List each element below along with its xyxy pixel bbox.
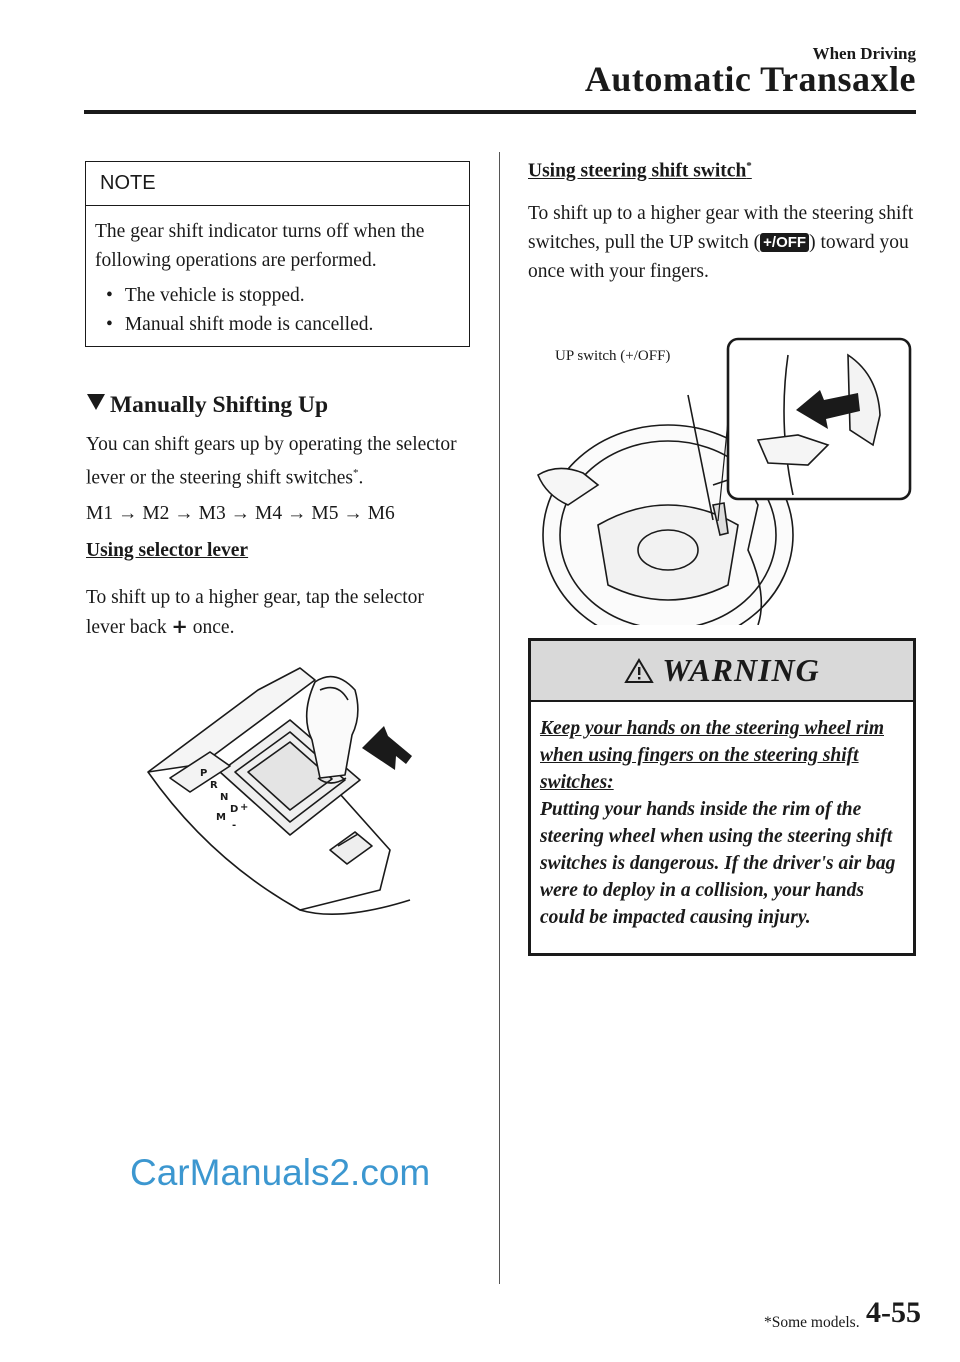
note-box <box>85 161 470 347</box>
note-text: The gear shift indicator turns off when the following operations are performed. <box>95 221 425 271</box>
warning-body <box>540 715 907 931</box>
heading-text: Manually Shifting Up <box>110 392 329 418</box>
warning-header <box>531 641 913 702</box>
shift-label-m: M <box>216 812 226 823</box>
selector-lever-paragraph <box>86 583 466 642</box>
intro-paragraph <box>86 430 466 493</box>
footnote: *Some models. <box>764 1314 860 1331</box>
page-number: 4-55 <box>866 1296 921 1329</box>
steering-footnote-mark: * <box>746 160 752 172</box>
note-bullet: • The vehicle is stopped. <box>106 281 373 310</box>
warning-text: Putting your hands inside the rim of the steering wheel when using the steering shift switches is dangerous. If the driver's air bag were to deploy in a collision, your hands could be impacted causing injury. <box>540 799 896 928</box>
page-title: Automatic Transaxle <box>584 59 916 99</box>
section-heading <box>87 392 328 419</box>
subheading-steering-switch-text: Using steering shift switch <box>528 160 747 182</box>
selector-text-end: once. <box>192 617 235 638</box>
arrow-icon <box>362 726 412 770</box>
steering-text-end: ) toward you once with your fingers. <box>528 232 909 282</box>
subheading-steering-switch <box>528 160 752 183</box>
plus-icon: + <box>171 615 188 638</box>
warning-triangle-icon <box>624 658 654 689</box>
warning-lead: Keep your hands on the steering wheel rim when using fingers on the steering shift switches: <box>540 718 884 793</box>
steering-text: To shift up to a higher gear with the steering shift switches, pull the UP switch ( <box>528 203 914 253</box>
up-switch-icon: +/OFF <box>760 233 809 252</box>
shift-label-r: R <box>210 780 218 791</box>
shift-label-plus: + <box>240 802 249 813</box>
intro-footnote-mark: * <box>352 467 359 479</box>
intro-text: You can shift gears up by operating the selector lever or the steering shift switches <box>86 434 457 489</box>
note-title: NOTE <box>100 172 156 194</box>
header-rule <box>84 110 916 114</box>
gear-sequence: M1 → M2 → M3 → M4 → M5 → M6 <box>86 503 395 524</box>
shift-label-minus: - <box>232 820 237 831</box>
shift-label-n: N <box>220 792 229 803</box>
watermark: CarManuals2.com <box>130 1152 431 1193</box>
selector-text: To shift up to a higher gear, tap the selector lever back <box>86 587 424 638</box>
section-label: When Driving <box>812 44 916 63</box>
note-divider <box>86 205 469 206</box>
subheading-selector-lever: Using selector lever <box>86 540 249 561</box>
column-divider <box>499 152 500 1284</box>
heading-triangle-icon <box>87 394 105 410</box>
shift-label-d: D <box>230 804 239 815</box>
note-bullet: • Manual shift mode is cancelled. <box>106 310 373 339</box>
steering-switch-paragraph <box>528 199 918 286</box>
intro-period: . <box>358 467 364 489</box>
warning-title: WARNING <box>662 652 820 688</box>
figure-label: UP switch (+/OFF) <box>555 348 671 364</box>
note-bullet-list <box>106 281 373 339</box>
warning-box <box>528 638 916 956</box>
steering-wheel-illustration <box>528 335 916 625</box>
selector-lever-illustration <box>140 660 440 925</box>
shift-label-p: P <box>200 768 208 779</box>
